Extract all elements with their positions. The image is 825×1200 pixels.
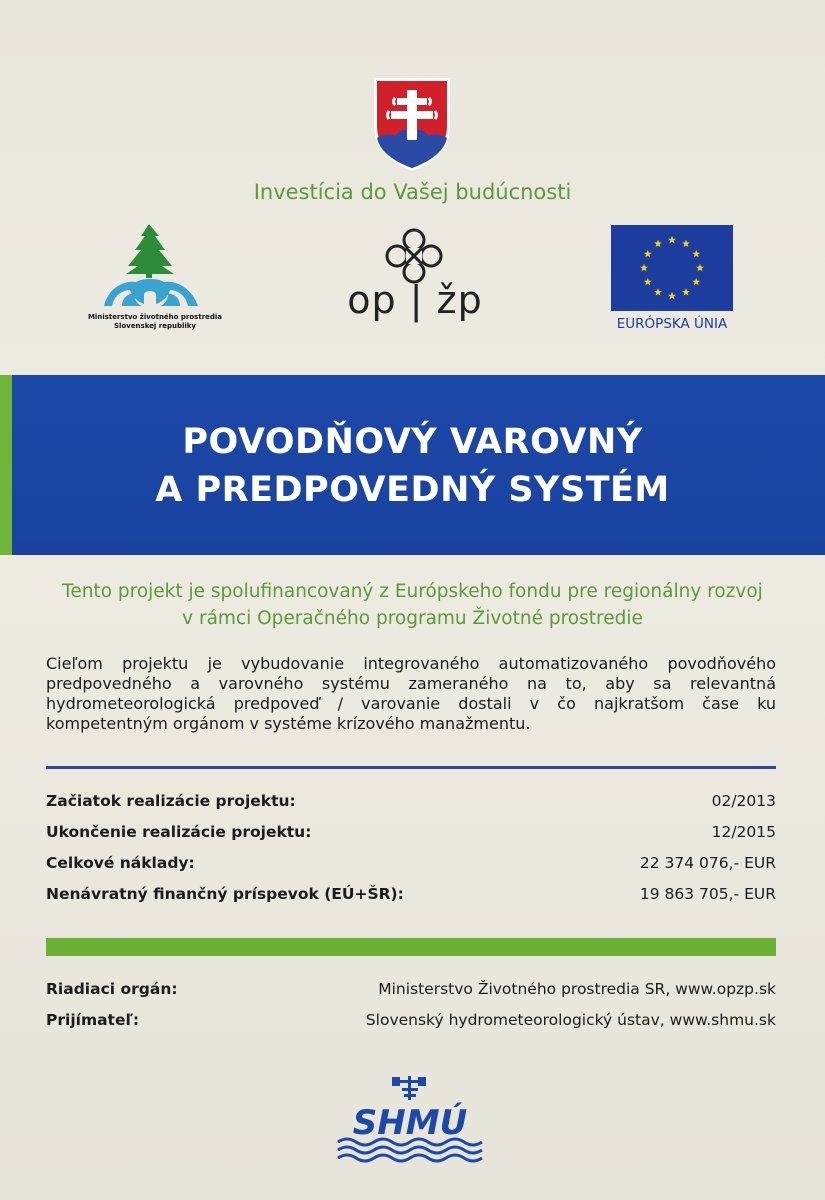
- funding-subtitle-line1: Tento projekt je spolufinancovaný z Európskeho fondu pre regionálny rozvoj: [62, 581, 763, 602]
- eu-star: [654, 240, 662, 248]
- ministry-caption-line1: Ministerstvo životného prostredia: [87, 313, 223, 321]
- eu-star: [668, 292, 676, 300]
- detail-row-total-cost: [46, 854, 776, 878]
- eu-star: [696, 264, 704, 272]
- ministry-caption: [80, 313, 230, 331]
- svg-text:SHMÚ: SHMÚ: [352, 1103, 468, 1143]
- contact-value: Slovenský hydrometeorologický ústav, www.shmu.sk: [365, 1011, 776, 1029]
- detail-value: 22 374 076,- EUR: [639, 854, 776, 872]
- project-title-line1: POVODŇOVÝ VAROVNÝ: [182, 422, 643, 462]
- opzp-logo-text: op | žp: [347, 278, 483, 322]
- detail-row-end: [46, 823, 776, 847]
- eu-star: [644, 250, 652, 258]
- detail-row-grant: [46, 885, 776, 909]
- eu-star: [654, 288, 662, 296]
- eu-star: [682, 288, 690, 296]
- tagline: Investícia do Vašej budúcnosti: [253, 180, 572, 204]
- detail-label: Nenávratný finančný príspevok (EÚ+ŠR):: [46, 885, 404, 903]
- funding-subtitle-line2: v rámci Operačného programu Životné prostredie: [182, 608, 643, 629]
- ministry-tree-logo-icon: [100, 222, 202, 312]
- contact-label: Riadiaci orgán:: [46, 980, 178, 998]
- eu-star: [692, 250, 700, 258]
- detail-value: 02/2013: [711, 792, 776, 810]
- eu-star: [668, 236, 676, 244]
- detail-value: 19 863 705,- EUR: [639, 885, 776, 903]
- ministry-caption-line2: Slovenskej republiky: [114, 322, 196, 330]
- eu-stars: [611, 225, 733, 311]
- detail-label: Začiatok realizácie projektu:: [46, 792, 296, 810]
- green-divider: [46, 938, 776, 956]
- eu-star: [682, 240, 690, 248]
- eu-flag-icon: [611, 225, 733, 311]
- contact-row-recipient: [46, 1011, 776, 1035]
- detail-value: 12/2015: [711, 823, 776, 841]
- project-title: [0, 418, 825, 514]
- contact-row-managing-authority: [46, 980, 776, 1004]
- contact-label: Prijímateľ:: [46, 1011, 140, 1029]
- eu-star: [692, 278, 700, 286]
- eu-star: [640, 264, 648, 272]
- detail-label: Celkové náklady:: [46, 854, 195, 872]
- opzp-knot-logo-icon: [384, 228, 444, 284]
- eu-caption: EURÓPSKA ÚNIA: [616, 316, 728, 332]
- project-description: Cieľom projektu je vybudovanie integrovaného automatizovaného povodňového predpovedného a varovného systému zameraného na to, aby sa relevantná hydrometeorologická predpoveď / varovanie dostali v čo najkratšom čase ku kompetentným orgánom v systéme krízového manažmentu.: [46, 654, 776, 733]
- eu-star: [644, 278, 652, 286]
- detail-row-start: [46, 792, 776, 816]
- funding-subtitle: [20, 578, 805, 632]
- detail-label: Ukončenie realizácie projektu:: [46, 823, 312, 841]
- project-title-line2: A PREDPOVEDNÝ SYSTÉM: [155, 470, 670, 510]
- blue-divider: [46, 766, 776, 769]
- contact-value: Ministerstvo Životného prostredia SR, www.opzp.sk: [378, 980, 776, 998]
- shmu-logo-icon: [330, 1074, 490, 1164]
- slovak-coat-of-arms-icon: [371, 76, 453, 172]
